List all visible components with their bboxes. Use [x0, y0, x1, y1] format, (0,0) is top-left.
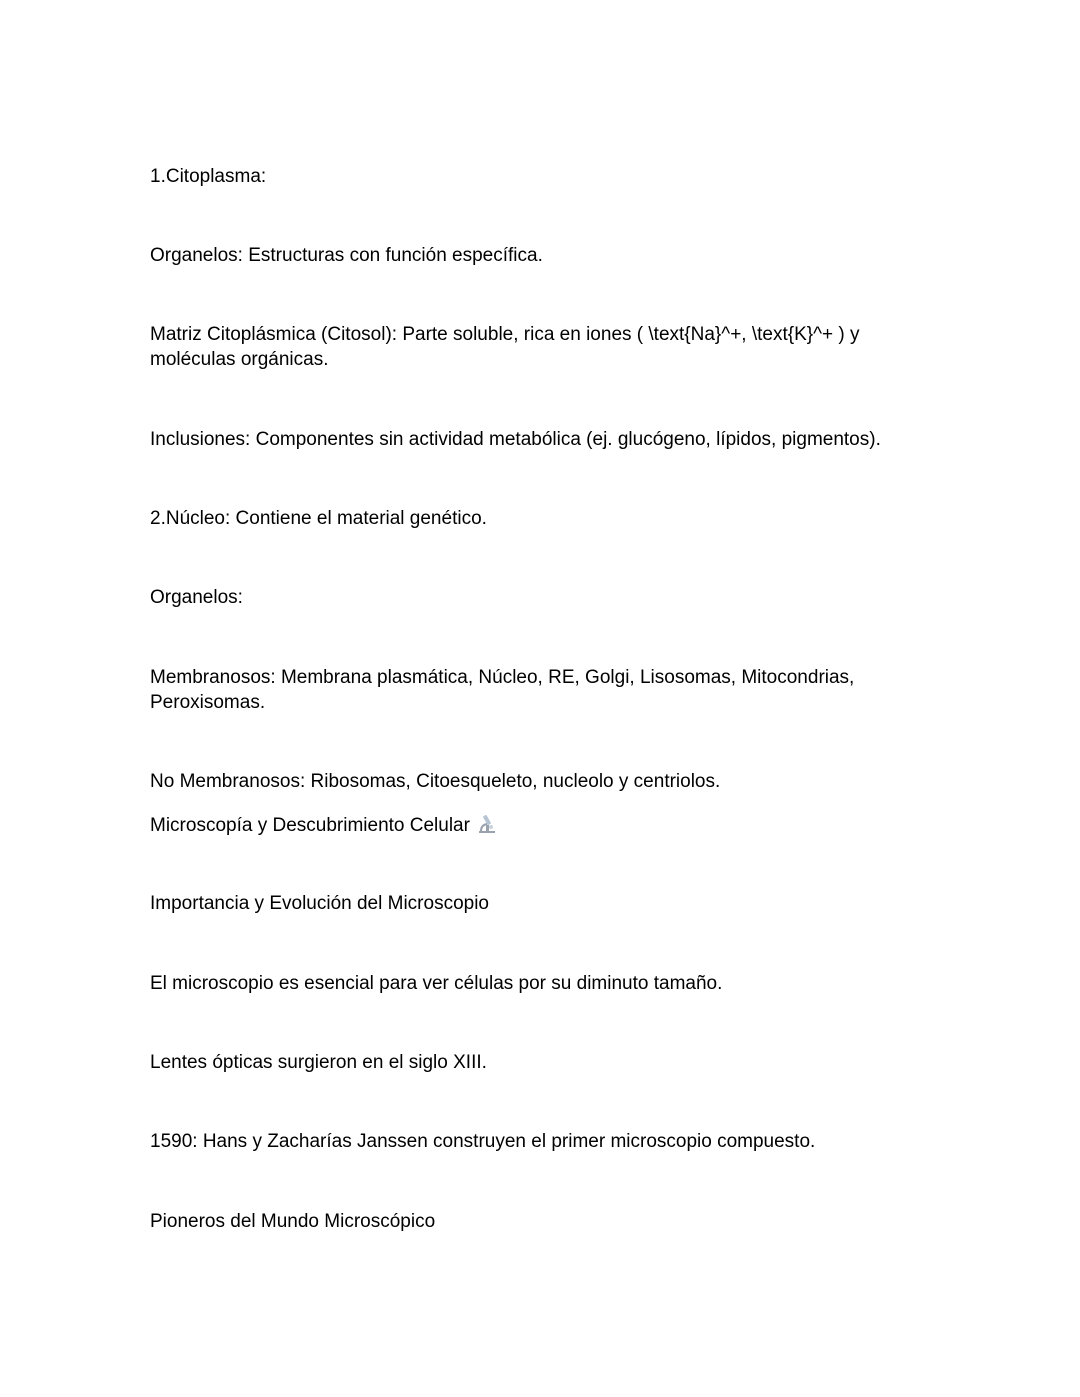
text-janssen-1590: 1590: Hans y Zacharías Janssen construyen el primer microscopio compuesto.	[150, 1131, 816, 1152]
text-organelos-definicion: Organelos: Estructuras con función específica.	[150, 245, 543, 266]
heading-pioneros: Pioneros del Mundo Microscópico	[150, 1211, 436, 1232]
text-organelos-heading: Organelos:	[150, 587, 243, 608]
text-lentes-opticas: Lentes ópticas surgieron en el siglo XIII.	[150, 1052, 487, 1073]
heading-microscopia-text: Microscopía y Descubrimiento Celular	[150, 815, 470, 836]
text-matriz-citoplasmica: Matriz Citoplásmica (Citosol): Parte soluble, rica en iones ( \text{Na}^+, \text{K}^+ ) y moléculas orgánicas.	[150, 324, 860, 370]
text-no-membranosos: No Membranosos: Ribosomas, Citoesqueleto, nucleolo y centriolos.	[150, 771, 721, 792]
text-inclusiones: Inclusiones: Componentes sin actividad metabólica (ej. glucógeno, lípidos, pigmentos).	[150, 429, 881, 450]
heading-citoplasma: 1.Citoplasma:	[150, 166, 267, 187]
text-microscopio-esencial: El microscopio es esencial para ver células por su diminuto tamaño.	[150, 973, 723, 994]
heading-microscopia	[150, 812, 930, 841]
microscope-icon	[476, 812, 498, 841]
text-membranosos: Membranosos: Membrana plasmática, Núcleo, RE, Golgi, Lisosomas, Mitocondrias, Peroxisomas.	[150, 667, 855, 713]
heading-importancia-microscopio: Importancia y Evolución del Microscopio	[150, 893, 489, 914]
heading-nucleo: 2.Núcleo: Contiene el material genético.	[150, 508, 487, 529]
